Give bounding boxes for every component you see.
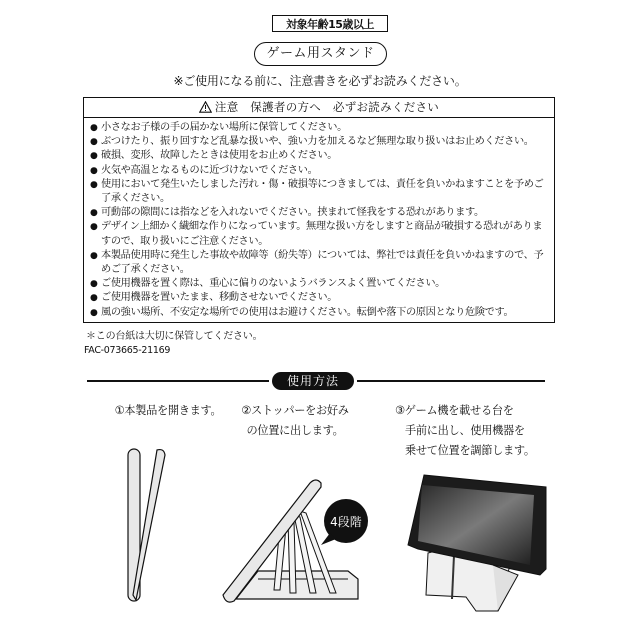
section-divider-right xyxy=(357,380,545,382)
usage-section-title: 使用方法 xyxy=(272,372,354,390)
caution-list xyxy=(84,118,554,320)
caution-item: ● ご使用機器を置く際は、重心に偏りのないようバランスよく置いてください。 xyxy=(90,277,548,291)
caution-item: ● 使用において発生いたしました汚れ・傷・破損等につきましては、責任を負いかねますことを予めご了承ください。 xyxy=(90,178,544,205)
bullet-icon: ● xyxy=(90,165,98,176)
caution-header xyxy=(84,98,554,118)
step-1-text: ①本製品を開きます。 xyxy=(114,404,222,417)
read-notice: ※ご使用になる前に、注意書きを必ずお読みください。 xyxy=(173,74,467,88)
caution-item: ● ご使用機器を置いたまま、移動させないでください。 xyxy=(90,291,548,305)
bullet-icon: ● xyxy=(90,250,98,261)
bullet-icon: ● xyxy=(90,307,98,318)
bullet-icon: ● xyxy=(90,151,98,162)
age-rating-badge: 対象年齢15歳以上 xyxy=(272,15,388,32)
bullet-icon: ● xyxy=(90,279,98,290)
warning-triangle-icon xyxy=(199,100,212,118)
caution-item: ● 小さなお子様の手の届かない場所に保管してください。 xyxy=(90,121,548,135)
step-3-text: ③ゲーム機を載せる台を 手前に出し、使用機器を 乗せて位置を調節します。 xyxy=(395,404,535,457)
steps-badge: 4段階 xyxy=(330,515,362,529)
bullet-icon: ● xyxy=(90,222,98,233)
product-title: ゲーム用スタンド xyxy=(254,42,387,66)
bullet-icon: ● xyxy=(90,123,98,133)
bullet-icon: ● xyxy=(90,208,98,219)
caution-box xyxy=(83,97,555,323)
caution-item: ● 破損、変形、故障したときは使用をお止めください。 xyxy=(90,149,548,163)
stand-closed-illustration xyxy=(120,445,180,605)
bullet-icon: ● xyxy=(90,137,98,148)
bullet-icon: ● xyxy=(90,293,98,304)
caution-item: ● 火気や高温となるものに近づけないでください。 xyxy=(90,164,548,178)
caution-item: ● ぶつけたり、振り回すなど乱暴な扱いや、強い力を加えるなど無理な取り扱いはお止めください。 xyxy=(90,135,548,149)
section-divider-left xyxy=(87,380,269,382)
console-on-stand-illustration xyxy=(398,465,558,615)
bullet-icon: ● xyxy=(90,179,98,190)
keep-note: ＊この台紙は大切に保管してください。 xyxy=(86,331,263,342)
step-2-text: ②ストッパーをお好み の位置に出します。 xyxy=(241,404,349,437)
caution-item: ● 可動部の隙間には指などを入れないでください。挟まれて怪我をする恐れがあります。 xyxy=(90,206,548,220)
stand-stoppers-illustration xyxy=(218,465,368,610)
caution-item: ● デザイン上細かく繊細な作りになっています。無理な扱い方をしますと商品が破損する恐れがありますので、取り扱いにご注意ください。 xyxy=(90,221,543,247)
caution-item: ● 風の強い場所、不安定な場所での使用はお避けください。転倒や落下の原因となり危険です。 xyxy=(90,306,548,320)
caution-title: 注意 保護者の方へ 必ずお読みください xyxy=(214,100,440,114)
product-code: FAC-073665-21169 xyxy=(84,345,171,356)
caution-item: ● 本製品使用時に発生した事故や故障等（紛失等）については、弊社では責任を負いかねますので、予めご了承ください。 xyxy=(90,249,544,276)
